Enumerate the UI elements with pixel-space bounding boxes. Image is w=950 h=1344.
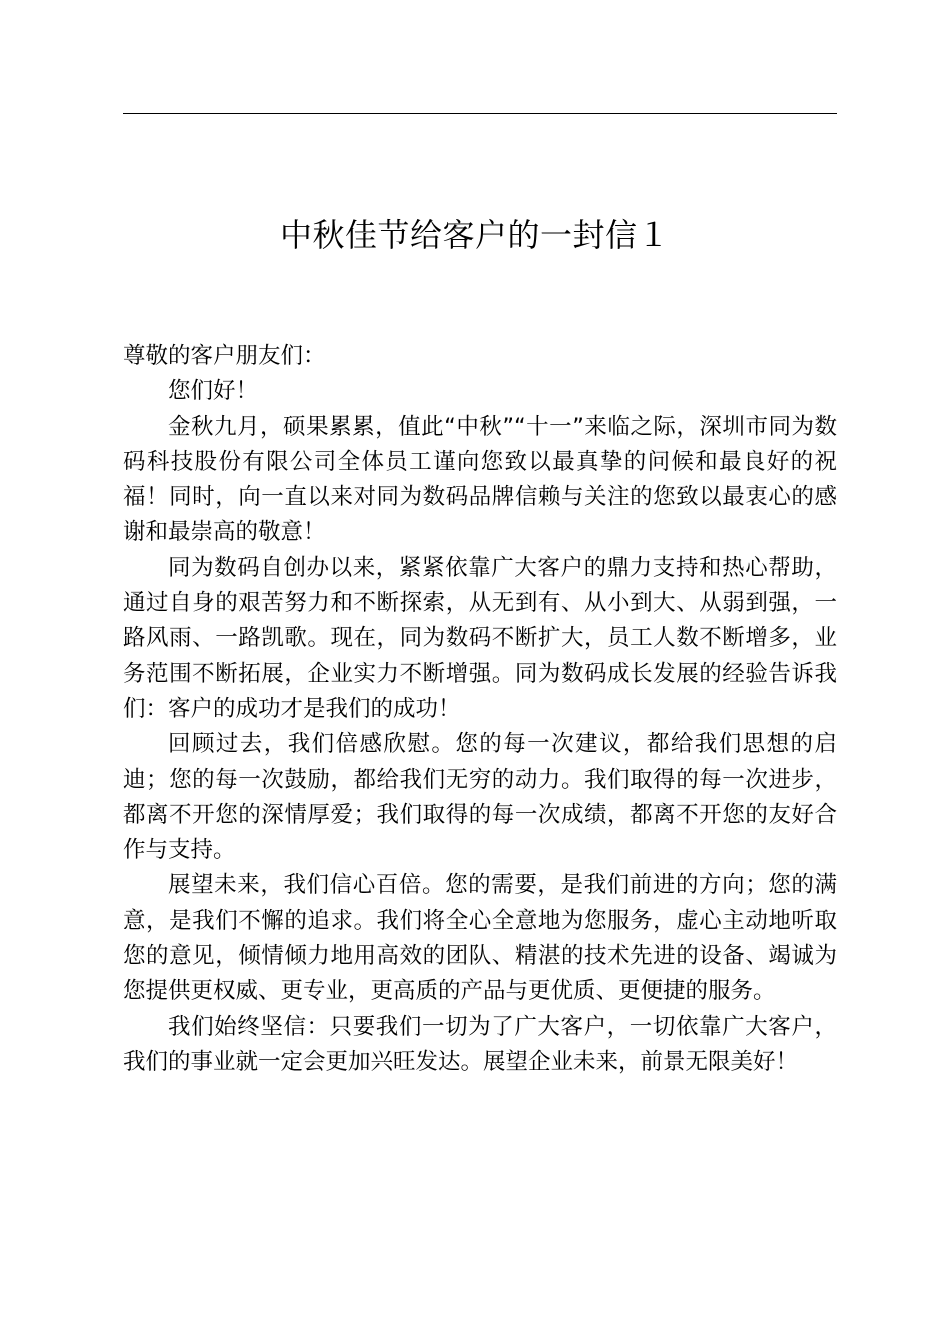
header-rule — [123, 113, 837, 114]
paragraph-1: 金秋九月，硕果累累，值此“中秋”“十一”来临之际，深圳市同为数码科技股份有限公司全体员工谨向您致以最真挚的问候和最良好的祝福！同时，向一直以来对同为数码品牌信赖与关注的您致以最衷心的感谢和最崇高的敬意！ — [123, 413, 837, 546]
salutation: 尊敬的客户朋友们： — [123, 343, 326, 369]
paragraph-4: 展望未来，我们信心百倍。您的需要，是我们前进的方向；您的满意，是我们不懈的追求。我们将全心全意地为您服务，虚心主动地听取您的意见，倾情倾力地用高效的团队、精湛的技术先进的设备、竭诚为您提供更权威、更专业，更高质的产品与更优质、更便捷的服务。 — [123, 872, 837, 1005]
paragraph-2: 同为数码自创办以来，紧紧依靠广大客户的鼎力支持和热心帮助，通过自身的艰苦努力和不断探索，从无到有、从小到大、从弱到强，一路风雨、一路凯歌。现在，同为数码不断扩大，员工人数不断增多，业务范围不断拓展，企业实力不断增强。同为数码成长发展的经验告诉我们：客户的成功才是我们的成功！ — [123, 554, 837, 722]
page-title: 中秋佳节给客户的一封信１ — [279, 216, 670, 254]
greeting: 您们好！ — [168, 378, 259, 405]
paragraph-3: 回顾过去，我们倍感欣慰。您的每一次建议，都给我们思想的启迪；您的每一次鼓励，都给我们无穷的动力。我们取得的每一次进步，都离不开您的深情厚爱；我们取得的每一次成绩，都离不开您的友好合作与支持。 — [123, 731, 837, 864]
paragraph-5: 我们始终坚信：只要我们一切为了广大客户，一切依靠广大客户，我们的事业就一定会更加兴旺发达。展望企业未来，前景无限美好！ — [123, 1013, 837, 1075]
letter-body — [123, 339, 837, 1080]
